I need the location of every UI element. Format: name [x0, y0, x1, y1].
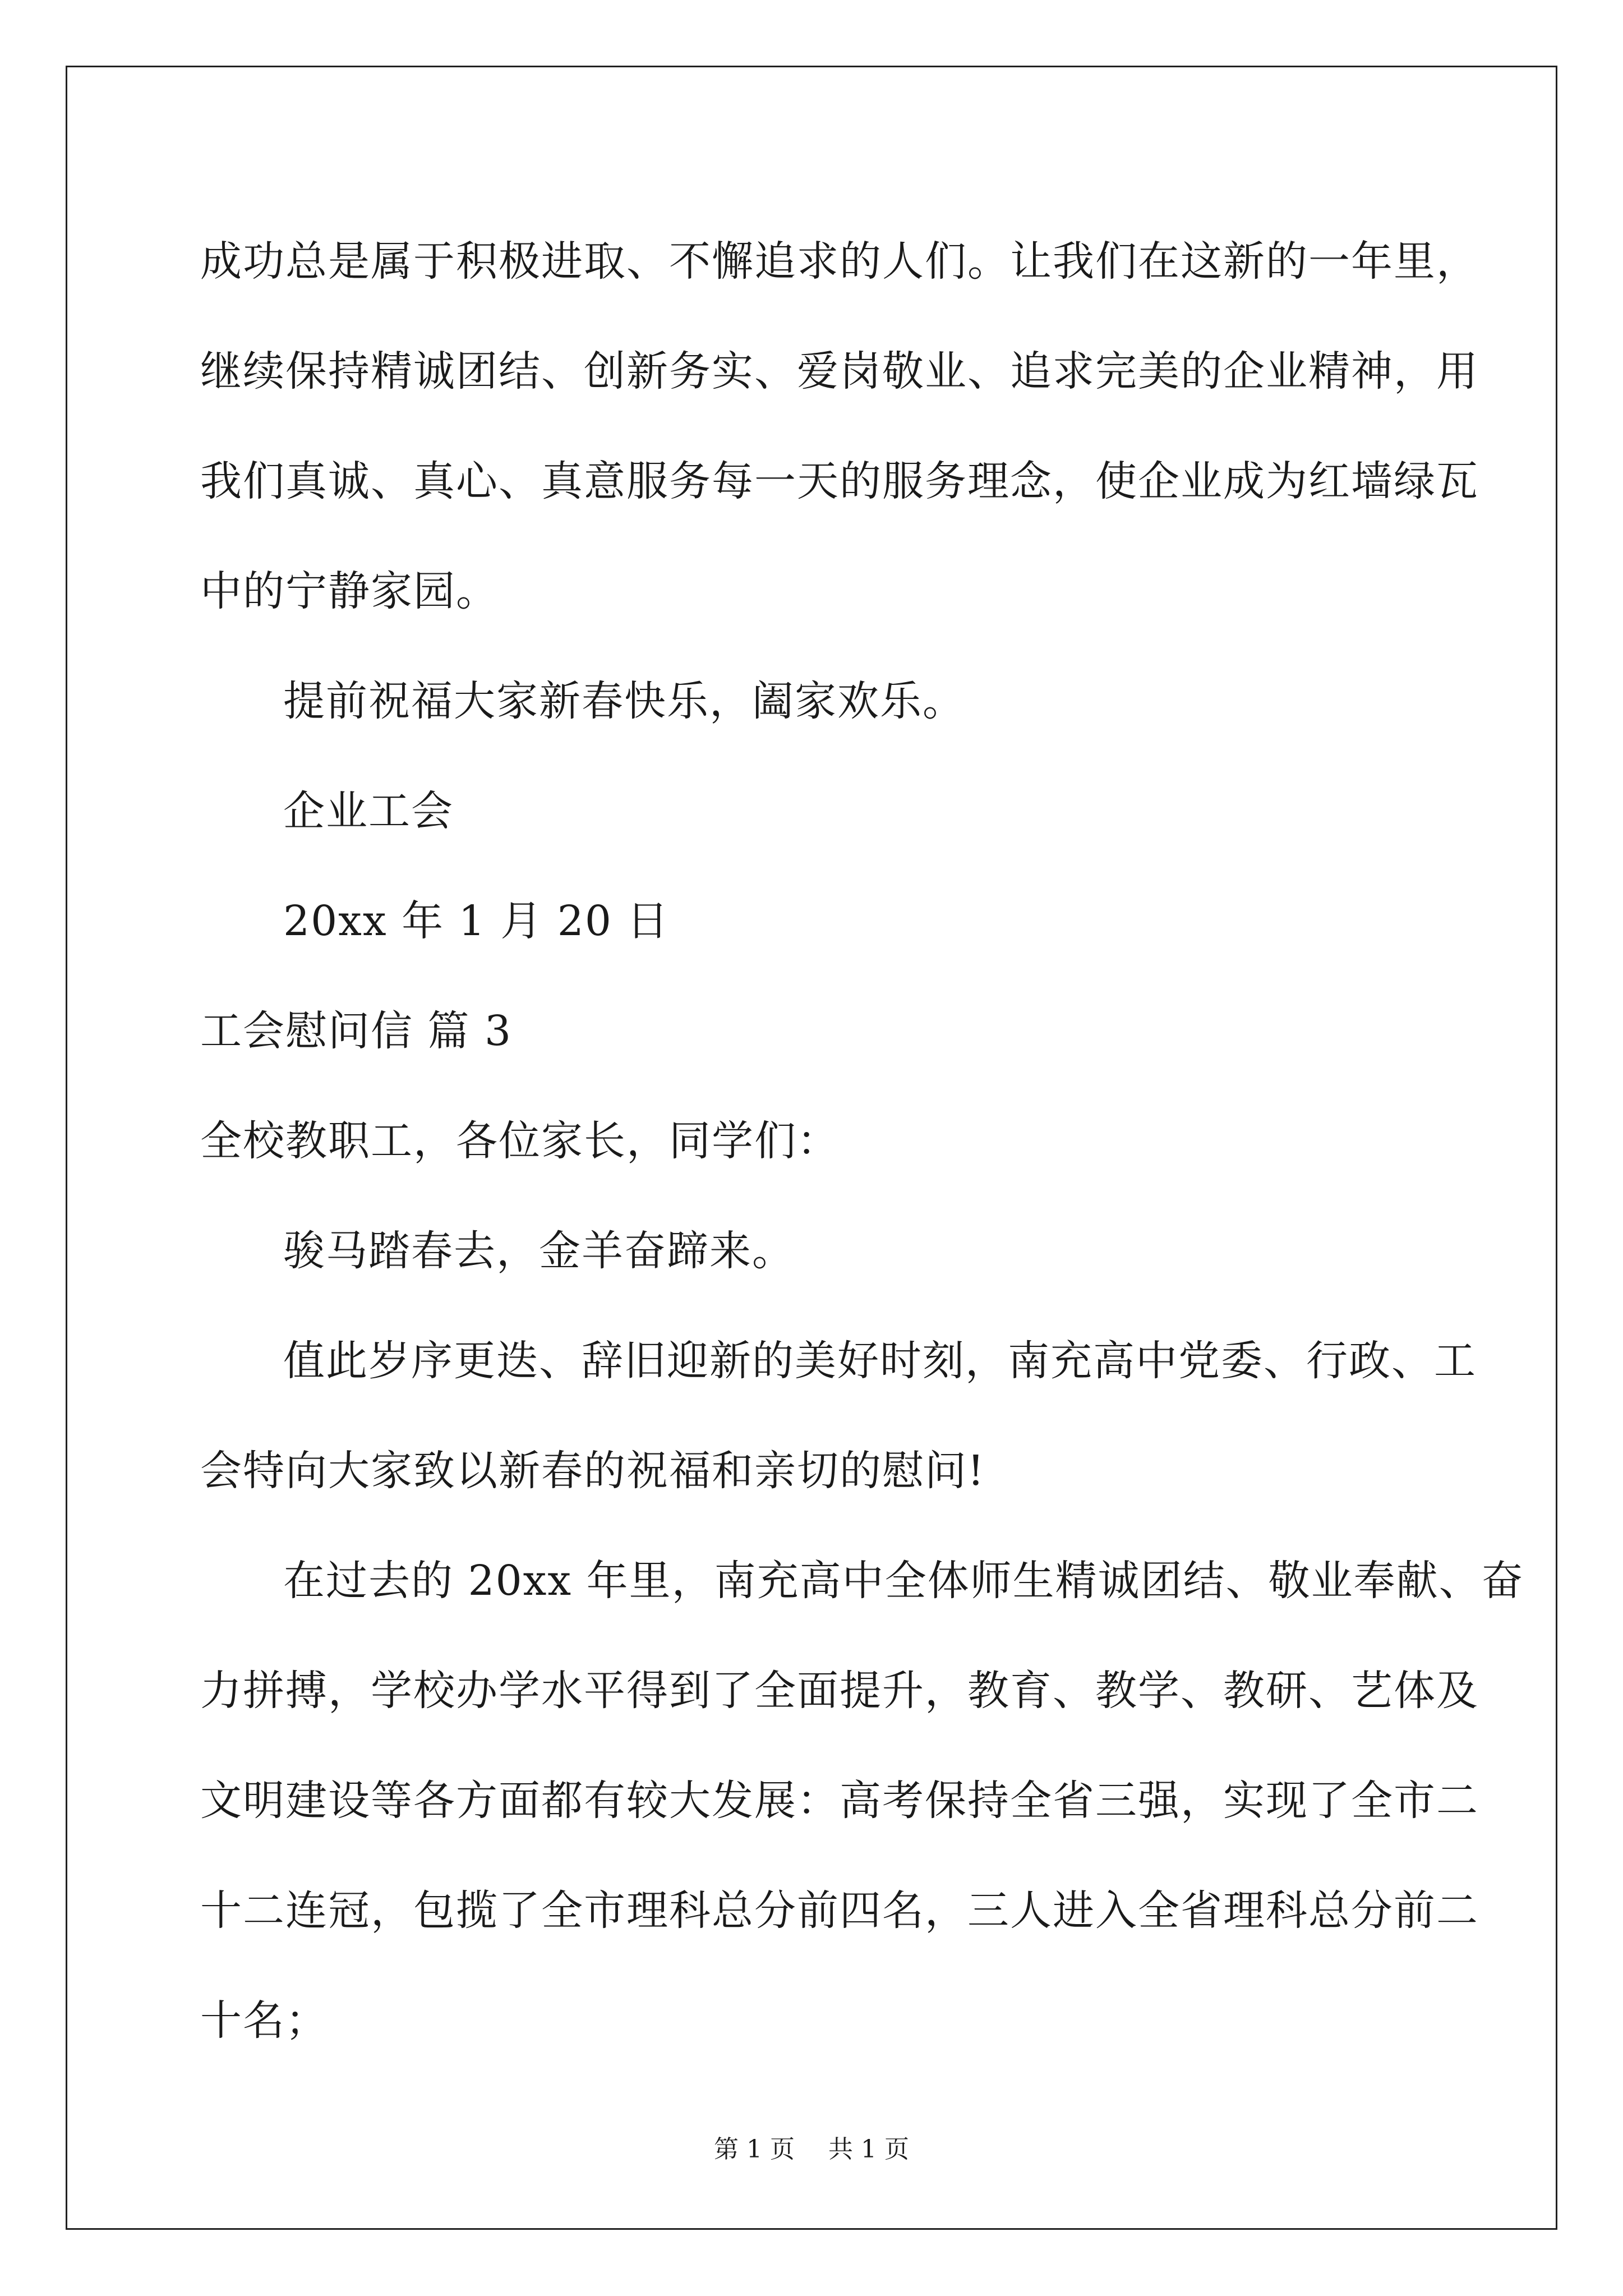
signature-organization: 企业工会: [283, 787, 454, 835]
paragraph-line: 十二连冠，包揽了全市理科总分前四名，三人进入全省理科总分前二: [200, 1887, 1479, 1935]
page-total: 共 1 页: [828, 2135, 909, 2164]
paragraph-line: 继续保持精诚团结、创新务实、爱岗敬业、追求完美的企业精神，用: [200, 347, 1479, 395]
paragraph-line: 中的宁静家园。: [200, 567, 499, 615]
greeting-line: 提前祝福大家新春快乐，阖家欢乐。: [283, 677, 965, 725]
paragraph-line: 力拼搏，学校办学水平得到了全面提升，教育、教学、教研、艺体及: [200, 1667, 1479, 1715]
paragraph-line: 成功总是属于积极进取、不懈追求的人们。让我们在这新的一年里，: [200, 237, 1479, 286]
page-number: 第 1 页: [714, 2135, 795, 2164]
paragraph-line: 值此岁序更迭、辞旧迎新的美好时刻，南充高中党委、行政、工: [283, 1337, 1477, 1385]
paragraph-line: 会特向大家致以新春的祝福和亲切的慰问!: [200, 1447, 985, 1495]
salutation: 全校教职工，各位家长，同学们：: [200, 1117, 840, 1165]
page-footer: [0, 2133, 1623, 2166]
signature-date: 20xx 年 1 月 20 日: [283, 897, 670, 945]
paragraph-line: 文明建设等各方面都有较大发展：高考保持全省三强，实现了全市二: [200, 1777, 1479, 1825]
document-body: [200, 206, 1524, 2076]
paragraph-line: 十名；: [200, 1996, 328, 2045]
paragraph-line: 在过去的 20xx 年里，南充高中全体师生精诚团结、敬业奉献、奋: [283, 1557, 1524, 1605]
paragraph-line: 骏马踏春去，金羊奋蹄来。: [283, 1227, 795, 1275]
section-heading: 工会慰问信 篇 3: [200, 1007, 513, 1055]
paragraph-line: 我们真诚、真心、真意服务每一天的服务理念，使企业成为红墙绿瓦: [200, 457, 1479, 505]
